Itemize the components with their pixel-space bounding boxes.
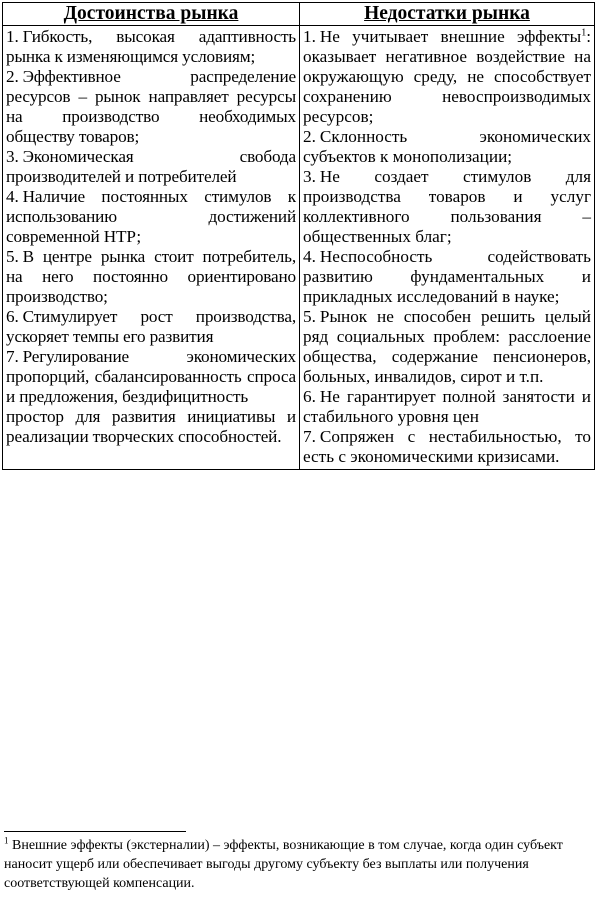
item-number: 3. [6,147,19,166]
item-text: Наличие постоянных стимулов к использованию достижений современной НТР; [6,187,296,246]
advantage-item [6,27,296,67]
item-number: 6. [303,387,316,406]
table-header-row [3,3,595,26]
footnote-marker: 1 [4,835,9,846]
footnote-reference[interactable]: 1 [581,27,587,39]
item-number: 1. [303,27,316,46]
header-disadvantages: Недостатки рынка [300,3,595,26]
item-number: 2. [303,127,316,146]
disadvantage-item [303,427,591,467]
header-advantages: Достоинства рынка [3,3,300,26]
advantage-item-continuation [6,407,296,447]
item-number: 5. [6,247,19,266]
item-text: Не учитывает внешние эффекты [319,27,582,46]
item-number: 4. [6,187,19,206]
disadvantage-item [303,387,591,427]
item-number: 3. [303,167,316,186]
footnote-separator [4,831,186,832]
item-text: В центре рынка стоит потребитель, на него постоянно ориентировано производство; [6,247,296,306]
item-text: Не гарантирует полной занятости и стабильного уровня цен [303,387,591,426]
item-number: 5. [303,307,316,326]
item-text: Эффективное распределение ресурсов – рынок направляет ресурсы на производство необходимых обществу товаров; [6,67,296,146]
item-number: 2. [6,67,19,86]
item-text-continued: : оказывает негативное воздействие на окружающую среду, не способствует сохранению невоспроизводимых ресурсов; [303,27,591,126]
advantage-item [6,187,296,247]
disadvantage-item [303,247,591,307]
footnote-text: Внешние эффекты (экстерналии) – эффекты, возникающие в том случае, когда один субъект наносит ущерб или обеспечивает выгоды другому субъекту без выплаты или получения соответствующей компенсации. [4,838,563,891]
item-text: Рынок не способен решить целый ряд социальных проблем: расслоение общества, содержание пенсионеров, больных, инвалидов, сирот и т.п. [303,307,591,386]
advantage-item [6,67,296,147]
disadvantage-item [303,127,591,167]
disadvantages-cell [300,26,595,470]
item-text: Гибкость, высокая адаптивность рынка к изменяющимся условиям; [6,27,296,66]
advantages-cell [3,26,300,470]
advantage-item [6,347,296,407]
item-text: простор для развития инициативы и реализации творческих способностей. [6,407,296,446]
item-number: 4. [303,247,316,266]
advantage-item [6,247,296,307]
disadvantage-item [303,167,591,247]
disadvantage-item [303,307,591,387]
item-number: 7. [6,347,19,366]
footnote [4,836,574,893]
advantage-item [6,307,296,347]
disadvantage-item [303,27,591,127]
item-text: Регулирование экономических пропорций, сбалансированность спроса и предложения, бездифицитность [6,347,296,406]
item-text: Стимулирует рост производства, ускоряет темпы его развития [6,307,296,346]
item-text: Неспособность содействовать развитию фундаментальных и прикладных исследований в науке; [303,247,591,306]
item-number: 6. [6,307,19,326]
item-text: Экономическая свобода производителей и потребителей [6,147,296,186]
item-text: Сопряжен с нестабильностью, то есть с экономическими кризисами. [303,427,591,466]
item-number: 1. [6,27,19,46]
market-comparison-table [2,2,595,470]
item-text: Склонность экономических субъектов к монополизации; [303,127,591,166]
table-row [3,26,595,470]
advantage-item [6,147,296,187]
item-text: Не создает стимулов для производства товаров и услуг коллективного пользования – общественных благ; [303,167,591,246]
item-number: 7. [303,427,316,446]
